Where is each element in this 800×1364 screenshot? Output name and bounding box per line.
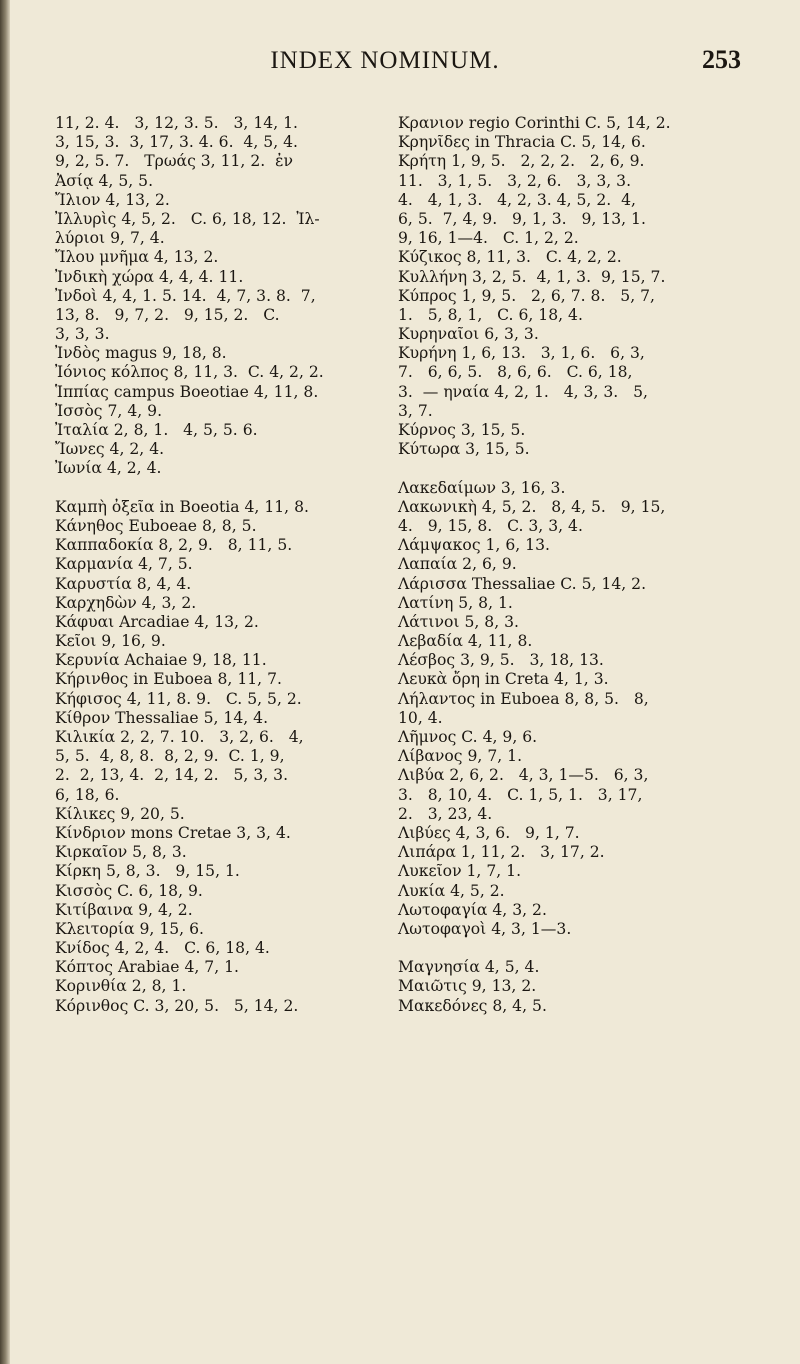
- index-entry-line: Ἴωνες 4, 2, 4.: [55, 440, 165, 459]
- index-entry-line: Λήλαντος in Euboea 8, 8, 5. 8,: [398, 689, 649, 708]
- section-spacer: [398, 939, 770, 958]
- index-entry-line: 7. 6, 6, 5. 8, 6, 6. C. 6, 18,: [398, 363, 633, 382]
- index-entry-line: Ἰωνία 4, 2, 4.: [55, 459, 162, 478]
- index-entry-line: Λίβανος 9, 7, 1.: [398, 747, 523, 766]
- index-entry-line: 9, 2, 5. 7. Τρωάς 3, 11, 2. ἐν: [55, 152, 293, 171]
- index-entry-line: Κρήτη 1, 9, 5. 2, 2, 2. 2, 6, 9.: [398, 152, 645, 171]
- index-entry-line: Κερυνία Achaiae 9, 18, 11.: [55, 651, 267, 670]
- index-entry-line: Κίλικες 9, 20, 5.: [55, 804, 185, 823]
- index-entry-line: 11, 2. 4. 3, 12, 3. 5. 3, 14, 1.: [55, 114, 298, 132]
- page-header: [0, 45, 800, 85]
- index-entry-line: Λευκὰ ὄρη in Creta 4, 1, 3.: [398, 670, 609, 689]
- index-entry-line: Ἰόνιος κόλπος 8, 11, 3. C. 4, 2, 2.: [55, 363, 324, 382]
- index-entry-line: Κίθρον Thessaliae 5, 14, 4.: [55, 708, 269, 727]
- index-entry-line: Λῆμνος C. 4, 9, 6.: [398, 728, 538, 746]
- index-entry-line: Λιβύες 4, 3, 6. 9, 1, 7.: [398, 823, 580, 842]
- index-entry-line: 13, 8. 9, 7, 2. 9, 15, 2. C.: [55, 305, 280, 324]
- index-entry-line: Ἴλου μνῆμα 4, 13, 2.: [55, 248, 219, 267]
- index-entry-line: Κρηνῖδες in Thracia C. 5, 14, 6.: [398, 133, 646, 152]
- index-entry-line: Ἰσσὸς 7, 4, 9.: [55, 401, 163, 420]
- index-entry-line: Κρανιον regio Corinthi C. 5, 14, 2.: [398, 114, 671, 132]
- index-entry-line: Καρυστία 8, 4, 4.: [55, 574, 192, 593]
- index-entry-line: Ἰνδικὴ χώρα 4, 4, 4. 11.: [55, 267, 244, 286]
- index-entry-line: Καρχηδὼν 4, 3, 2.: [55, 593, 197, 612]
- index-entry-line: Κόπτος Arabiae 4, 7, 1.: [55, 958, 240, 977]
- index-entry-line: 3, 15, 3. 3, 17, 3. 4. 6. 4, 5, 4.: [55, 133, 298, 152]
- running-head: INDEX NOMINUM.: [270, 47, 500, 74]
- index-entry-line: Κνίδος 4, 2, 4. C. 6, 18, 4.: [55, 939, 270, 958]
- index-entry-line: Λακεδαίμων 3, 16, 3.: [398, 478, 566, 497]
- index-entry-line: 2. 3, 23, 4.: [398, 804, 493, 823]
- section-spacer: [55, 479, 427, 498]
- index-entry-line: Κιλικία 2, 2, 7. 10. 3, 2, 6. 4,: [55, 728, 304, 746]
- index-entry-line: Ἱππίας campus Boeotiae 4, 11, 8.: [55, 382, 319, 401]
- index-entry-line: Λιβύα 2, 6, 2. 4, 3, 1—5. 6, 3,: [398, 766, 649, 785]
- index-entry-line: Κύπρος 1, 9, 5. 2, 6, 7. 8. 5, 7,: [398, 286, 656, 305]
- index-entry-line: Κυρήνη 1, 6, 13. 3, 1, 6. 6, 3,: [398, 344, 645, 363]
- index-entry-line: Κορινθία 2, 8, 1.: [55, 977, 187, 996]
- index-entry-line: Καμπὴ ὀξεῖα in Boeotia 4, 11, 8.: [55, 497, 309, 516]
- index-entry-line: Ἴλιον 4, 13, 2.: [55, 190, 170, 209]
- index-entry-line: 3, 7.: [398, 401, 433, 420]
- index-entry-line: Λατίνη 5, 8, 1.: [398, 593, 513, 612]
- index-entry-line: Λωτοφαγοὶ 4, 3, 1—3.: [398, 919, 572, 938]
- index-entry-line: Ἰνδοὶ 4, 4, 1. 5. 14. 4, 7, 3. 8. 7,: [55, 286, 316, 305]
- index-entry-line: Μαγνησία 4, 5, 4.: [398, 958, 540, 977]
- index-entry-line: Κιρκαῖον 5, 8, 3.: [55, 843, 187, 862]
- index-entry-line: Λαπαία 2, 6, 9.: [398, 555, 517, 574]
- index-entry-line: Λυκεῖον 1, 7, 1.: [398, 862, 522, 881]
- index-entry-line: Κυρηναῖοι 6, 3, 3.: [398, 325, 539, 344]
- index-entry-line: Κεῖοι 9, 16, 9.: [55, 632, 166, 651]
- index-entry-line: Λάμψακος 1, 6, 13.: [398, 536, 550, 555]
- index-entry-line: Κιτίβαινα 9, 4, 2.: [55, 900, 193, 919]
- index-entry-line: Κόρινθος C. 3, 20, 5. 5, 14, 2.: [55, 996, 299, 1015]
- index-entry-line: Καρμανία 4, 7, 5.: [55, 555, 193, 574]
- index-entry-line: Λάρισσα Thessaliae C. 5, 14, 2.: [398, 574, 647, 593]
- index-entry-line: Ἰλλυρὶς 4, 5, 2. C. 6, 18, 12. Ἰλ-: [55, 209, 320, 228]
- index-entry-line: 3. 8, 10, 4. C. 1, 5, 1. 3, 17,: [398, 785, 643, 804]
- index-entry-line: Κίρκη 5, 8, 3. 9, 15, 1.: [55, 862, 240, 881]
- section-spacer: [398, 459, 770, 478]
- index-entry-line: 11. 3, 1, 5. 3, 2, 6. 3, 3, 3.: [398, 171, 632, 190]
- index-column-right: [398, 114, 770, 1016]
- index-entry-line: Ἀσίᾳ 4, 5, 5.: [55, 171, 154, 190]
- index-entry-line: Κήρινθος in Euboea 8, 11, 7.: [55, 670, 282, 689]
- index-entry-line: λύριοι 9, 7, 4.: [55, 229, 165, 248]
- index-entry-line: Κάνηθος Euboeae 8, 8, 5.: [55, 516, 257, 535]
- index-entry-line: 6, 18, 6.: [55, 785, 120, 804]
- index-entry-line: Κυλλήνη 3, 2, 5. 4, 1, 3. 9, 15, 7.: [398, 267, 666, 286]
- index-entry-line: Κύτωρα 3, 15, 5.: [398, 440, 530, 459]
- index-entry-line: Ἰταλία 2, 8, 1. 4, 5, 5. 6.: [55, 421, 258, 439]
- index-entry-line: Κήφισος 4, 11, 8. 9. C. 5, 5, 2.: [55, 689, 302, 708]
- index-entry-line: 1. 5, 8, 1, C. 6, 18, 4.: [398, 305, 583, 324]
- index-column-left: [55, 114, 427, 1016]
- index-entry-line: Λάτινοι 5, 8, 3.: [398, 612, 520, 631]
- index-entry-line: Κύζικος 8, 11, 3. C. 4, 2, 2.: [398, 248, 622, 267]
- index-entry-line: Λέσβος 3, 9, 5. 3, 18, 13.: [398, 651, 604, 670]
- index-entry-line: Κύρνος 3, 15, 5.: [398, 421, 526, 439]
- index-entry-line: 2. 2, 13, 4. 2, 14, 2. 5, 3, 3.: [55, 766, 289, 785]
- index-entry-line: Λυκία 4, 5, 2.: [398, 881, 505, 900]
- index-entry-line: Μακεδόνες 8, 4, 5.: [398, 996, 547, 1015]
- index-entry-line: Κίνδριον mons Cretae 3, 3, 4.: [55, 823, 291, 842]
- index-entry-line: Καππαδοκία 8, 2, 9. 8, 11, 5.: [55, 536, 293, 555]
- index-entry-line: 3, 3, 3.: [55, 325, 110, 344]
- index-entry-line: 10, 4.: [398, 708, 443, 727]
- index-entry-line: 4. 4, 1, 3. 4, 2, 3. 4, 5, 2. 4,: [398, 190, 637, 209]
- index-entry-line: Λιπάρα 1, 11, 2. 3, 17, 2.: [398, 843, 605, 862]
- index-entry-line: Λεβαδία 4, 11, 8.: [398, 632, 533, 651]
- index-entry-line: 5, 5. 4, 8, 8. 8, 2, 9. C. 1, 9,: [55, 747, 285, 766]
- index-entry-line: 6, 5. 7, 4, 9. 9, 1, 3. 9, 13, 1.: [398, 209, 646, 228]
- index-entry-line: 3. — ηναία 4, 2, 1. 4, 3, 3. 5,: [398, 382, 649, 401]
- page-number: 253: [702, 45, 741, 74]
- index-entry-line: Λωτοφαγία 4, 3, 2.: [398, 900, 547, 919]
- index-entry-line: Κλειτορία 9, 15, 6.: [55, 919, 204, 938]
- index-entry-line: Λακωνικὴ 4, 5, 2. 8, 4, 5. 9, 15,: [398, 497, 666, 516]
- index-entry-line: 4. 9, 15, 8. C. 3, 3, 4.: [398, 516, 583, 535]
- index-entry-line: Κάφυαι Arcadiae 4, 13, 2.: [55, 612, 259, 631]
- index-entry-line: 9, 16, 1—4. C. 1, 2, 2.: [398, 229, 579, 248]
- index-entry-line: Κισσὸς C. 6, 18, 9.: [55, 881, 203, 900]
- index-entry-line: Ἰνδὸς magus 9, 18, 8.: [55, 344, 227, 363]
- page-binding-edge: [0, 0, 10, 1364]
- index-entry-line: Μαιῶτις 9, 13, 2.: [398, 977, 537, 996]
